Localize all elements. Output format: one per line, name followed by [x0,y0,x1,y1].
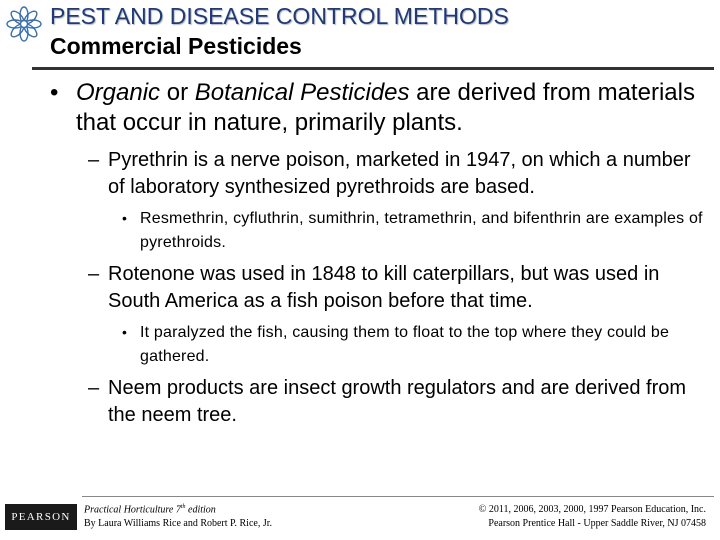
edition-text: edition [185,504,216,516]
dot-marker: • [122,210,128,226]
bullet-text [76,78,716,138]
flower-emblem-icon [4,4,44,44]
book-title-text: Practical Horticulture 7 [84,504,181,516]
pearson-logo: PEARSON [5,504,77,530]
bullet-text: Rotenone was used in 1848 to kill caterpillars, but was used in South America as a fish poison before that time. [108,263,660,312]
title-divider [32,67,714,70]
edition-superscript: th [180,504,186,510]
bullet-text: It paralyzed the fish, causing them to float to the top where they could be gathered. [140,324,670,365]
term-organic: Organic [76,79,161,106]
dot-marker: • [122,324,128,340]
text-derived: are derived from materials that occur in nature, primarily plants. [76,79,695,136]
footer-divider [82,496,714,497]
dash-marker: – [88,377,100,399]
bullet-text: Neem products are insect growth regulators and are derived from the neem tree. [108,377,687,426]
copyright-notice: © 2011, 2006, 2003, 2000, 1997 Pearson Education, Inc. [478,504,706,515]
page-title: PEST AND DISEASE CONTROL METHODS [50,3,509,29]
term-botanical-pesticides: Botanical Pesticides [194,79,410,106]
publisher-info: Pearson Prentice Hall - Upper Saddle River, NJ 07458 [488,518,706,529]
text-or: or [160,79,195,106]
dash-marker: – [88,263,100,285]
bullet-text: Pyrethrin is a nerve poison, marketed in 1947, on which a number of laboratory synthesized pyrethroids are based. [108,149,691,198]
bullet-marker: • [50,79,59,106]
book-title [84,504,216,515]
dash-marker: – [88,149,100,171]
book-authors: By Laura Williams Rice and Robert P. Rice, Jr. [84,518,272,529]
page-subtitle: Commercial Pesticides [50,33,302,59]
bullet-text: Resmethrin, cyfluthrin, sumithrin, tetramethrin, and bifenthrin are examples of pyrethroids. [140,210,703,251]
